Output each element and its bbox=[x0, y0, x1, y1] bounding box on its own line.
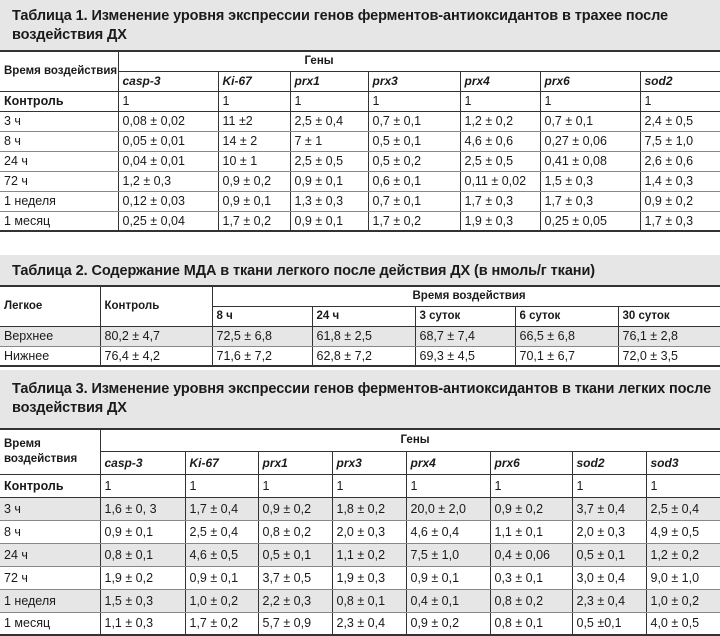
table1-cell: 0,7 ± 0,1 bbox=[368, 191, 460, 211]
table3-cell: 1,2 ± 0,2 bbox=[646, 543, 720, 566]
table1-cell: 0,9 ± 0,1 bbox=[290, 211, 368, 231]
table1-row-header: Время воздействия bbox=[0, 51, 118, 91]
table1-cell: 1,5 ± 0,3 bbox=[540, 171, 640, 191]
table3-cell: 1 bbox=[258, 474, 332, 497]
table1-cell: 0,9 ± 0,2 bbox=[640, 191, 720, 211]
table3-cell: 0,9 ± 0,1 bbox=[406, 566, 490, 589]
table1-cell: 0,41 ± 0,08 bbox=[540, 151, 640, 171]
table1-cell: 2,4 ± 0,5 bbox=[640, 111, 720, 131]
table1-cell: 0,04 ± 0,01 bbox=[118, 151, 218, 171]
table1-cell: 2,5 ± 0,4 bbox=[290, 111, 368, 131]
table1-cell: 1,2 ± 0,2 bbox=[460, 111, 540, 131]
table3-row bbox=[0, 474, 720, 497]
table3-cell: 1,1 ± 0,3 bbox=[100, 612, 185, 635]
table1-cell: 1,7 ± 0,2 bbox=[218, 211, 290, 231]
table3-row-label: 24 ч bbox=[0, 543, 100, 566]
table1-cell: 1 bbox=[460, 91, 540, 111]
table3-cell: 0,9 ± 0,1 bbox=[100, 520, 185, 543]
table1-col-header: Ki-67 bbox=[218, 71, 290, 91]
table2-cell: 72,0 ± 3,5 bbox=[618, 346, 720, 366]
table1-row-label: 72 ч bbox=[0, 171, 118, 191]
table2-row bbox=[0, 346, 720, 366]
table1-row bbox=[0, 211, 720, 231]
table2-col-header: 3 суток bbox=[415, 306, 515, 326]
table3-cell: 0,5 ± 0,1 bbox=[258, 543, 332, 566]
table1-cell: 1 bbox=[290, 91, 368, 111]
table3-col-header: casp-3 bbox=[100, 451, 185, 474]
table1-title-text: Таблица 1. Изменение уровня экспрессии генов ферментов-антиоксидантов в трахее после воздействия ДХ bbox=[12, 8, 669, 43]
table3-cell: 20,0 ± 2,0 bbox=[406, 497, 490, 520]
table3-row bbox=[0, 497, 720, 520]
table3-cell: 1 bbox=[572, 474, 646, 497]
table3-cell: 0,9 ± 0,1 bbox=[185, 566, 258, 589]
table1 bbox=[0, 50, 720, 232]
table1-cell: 1,9 ± 0,3 bbox=[460, 211, 540, 231]
table3-cell: 1,9 ± 0,3 bbox=[332, 566, 406, 589]
table1-row bbox=[0, 131, 720, 151]
table3-cell: 5,7 ± 0,9 bbox=[258, 612, 332, 635]
table3-row-label: 72 ч bbox=[0, 566, 100, 589]
table3-cell: 2,3 ± 0,4 bbox=[572, 589, 646, 612]
table2-col-header: 24 ч bbox=[312, 306, 415, 326]
table1-cell: 0,27 ± 0,06 bbox=[540, 131, 640, 151]
table1-cell: 1 bbox=[540, 91, 640, 111]
table2-cell: 61,8 ± 2,5 bbox=[312, 326, 415, 346]
table3-cell: 0,9 ± 0,2 bbox=[258, 497, 332, 520]
table3-cell: 0,4 ± 0,06 bbox=[490, 543, 572, 566]
table2-control-header: Контроль bbox=[100, 286, 212, 326]
table1-cell: 1,4 ± 0,3 bbox=[640, 171, 720, 191]
table3-cell: 0,3 ± 0,1 bbox=[490, 566, 572, 589]
table1-cell: 10 ± 1 bbox=[218, 151, 290, 171]
table3-cell: 0,9 ± 0,2 bbox=[406, 612, 490, 635]
table1-cell: 1,7 ± 0,2 bbox=[368, 211, 460, 231]
table1-col-header: sod2 bbox=[640, 71, 720, 91]
table3-cell: 1 bbox=[646, 474, 720, 497]
table3-cell: 1,8 ± 0,2 bbox=[332, 497, 406, 520]
table1-row-label: 1 месяц bbox=[0, 211, 118, 231]
table3-cell: 1,5 ± 0,3 bbox=[100, 589, 185, 612]
table3-column-headers bbox=[0, 451, 720, 474]
table1-cell: 1 bbox=[218, 91, 290, 111]
table1-cell: 2,6 ± 0,6 bbox=[640, 151, 720, 171]
table3-col-header: sod2 bbox=[572, 451, 646, 474]
table2-group-header: Время воздействия bbox=[212, 286, 720, 306]
table3-cell: 3,7 ± 0,4 bbox=[572, 497, 646, 520]
table1-cell: 7 ± 1 bbox=[290, 131, 368, 151]
table3-row-header-line2: воздействия bbox=[4, 452, 78, 465]
table3-cell: 2,2 ± 0,3 bbox=[258, 589, 332, 612]
table2-control-cell: 80,2 ± 4,7 bbox=[100, 326, 212, 346]
table3-cell: 1,1 ± 0,2 bbox=[332, 543, 406, 566]
table2-cell: 76,1 ± 2,8 bbox=[618, 326, 720, 346]
table3-cell: 1 bbox=[100, 474, 185, 497]
table2-row-label: Верхнее bbox=[0, 326, 100, 346]
table1-cell: 1,3 ± 0,3 bbox=[290, 191, 368, 211]
table1-row bbox=[0, 171, 720, 191]
table1-cell: 7,5 ± 1,0 bbox=[640, 131, 720, 151]
table3-cell: 1,6 ± 0, 3 bbox=[100, 497, 185, 520]
table3-cell: 4,9 ± 0,5 bbox=[646, 520, 720, 543]
table1-cell: 1 bbox=[368, 91, 460, 111]
table1-cell: 1,2 ± 0,3 bbox=[118, 171, 218, 191]
table1-cell: 1,7 ± 0,3 bbox=[460, 191, 540, 211]
table3-col-header: sod3 bbox=[646, 451, 720, 474]
table1-cell: 0,9 ± 0,2 bbox=[218, 171, 290, 191]
table3-cell: 1,7 ± 0,4 bbox=[185, 497, 258, 520]
table3-col-header: prx6 bbox=[490, 451, 572, 474]
table1-cell: 1 bbox=[118, 91, 218, 111]
table3-row-header bbox=[0, 429, 100, 474]
table1-col-header: prx6 bbox=[540, 71, 640, 91]
table3-row bbox=[0, 589, 720, 612]
table1-cell: 0,5 ± 0,2 bbox=[368, 151, 460, 171]
table3-cell: 0,8 ± 0,2 bbox=[258, 520, 332, 543]
table3-row-label: 3 ч bbox=[0, 497, 100, 520]
table2-cell: 72,5 ± 6,8 bbox=[212, 326, 312, 346]
table2-cell: 70,1 ± 6,7 bbox=[515, 346, 618, 366]
table1-row bbox=[0, 91, 720, 111]
table3-col-header: prx4 bbox=[406, 451, 490, 474]
table3-row bbox=[0, 612, 720, 635]
table1-cell: 0,7 ± 0,1 bbox=[540, 111, 640, 131]
table1-col-header: prx3 bbox=[368, 71, 460, 91]
table3-cell: 0,8 ± 0,1 bbox=[332, 589, 406, 612]
table3-cell: 2,5 ± 0,4 bbox=[185, 520, 258, 543]
table2-col-header: 6 суток bbox=[515, 306, 618, 326]
table1-cell: 4,6 ± 0,6 bbox=[460, 131, 540, 151]
table3-cell: 1,0 ± 0,2 bbox=[185, 589, 258, 612]
table1-cell: 0,9 ± 0,1 bbox=[218, 191, 290, 211]
table3-cell: 1,7 ± 0,2 bbox=[185, 612, 258, 635]
table3-cell: 1 bbox=[406, 474, 490, 497]
table2-row-header: Легкое bbox=[0, 286, 100, 326]
table3-row-label: 1 месяц bbox=[0, 612, 100, 635]
table1-cell: 2,5 ± 0,5 bbox=[460, 151, 540, 171]
table3-cell: 1 bbox=[332, 474, 406, 497]
table2-row bbox=[0, 326, 720, 346]
table1-cell: 0,11 ± 0,02 bbox=[460, 171, 540, 191]
table2-title-text: Таблица 2. Содержание МДА в ткани легкого после действия ДХ (в нмоль/г ткани) bbox=[12, 263, 595, 279]
table1-cell: 0,12 ± 0,03 bbox=[118, 191, 218, 211]
table1-cell: 11 ±2 bbox=[218, 111, 290, 131]
table3-col-header: prx3 bbox=[332, 451, 406, 474]
table2-col-header: 30 суток bbox=[618, 306, 720, 326]
table1-cell: 2,5 ± 0,5 bbox=[290, 151, 368, 171]
table3-cell: 7,5 ± 1,0 bbox=[406, 543, 490, 566]
table1-row-label: Контроль bbox=[0, 91, 118, 111]
table3-cell: 2,0 ± 0,3 bbox=[332, 520, 406, 543]
table1-cell: 0,25 ± 0,04 bbox=[118, 211, 218, 231]
table3-cell: 0,8 ± 0,2 bbox=[490, 589, 572, 612]
table3-cell: 4,6 ± 0,4 bbox=[406, 520, 490, 543]
table3-row-label: 8 ч bbox=[0, 520, 100, 543]
table1-cell: 14 ± 2 bbox=[218, 131, 290, 151]
table3-title bbox=[0, 370, 720, 428]
table2-cell: 71,6 ± 7,2 bbox=[212, 346, 312, 366]
table3-cell: 0,8 ± 0,1 bbox=[100, 543, 185, 566]
table3-row-label: 1 неделя bbox=[0, 589, 100, 612]
table3-cell: 1 bbox=[185, 474, 258, 497]
table3-cell: 4,0 ± 0,5 bbox=[646, 612, 720, 635]
table1-col-header: casp-3 bbox=[118, 71, 218, 91]
table3 bbox=[0, 428, 720, 636]
table3-row-header-line1: Время bbox=[4, 437, 41, 450]
table1-row-label: 3 ч bbox=[0, 111, 118, 131]
table2 bbox=[0, 285, 720, 367]
table3-cell: 0,5 ±0,1 bbox=[572, 612, 646, 635]
table1-cell: 0,5 ± 0,1 bbox=[368, 131, 460, 151]
table2-col-header: 8 ч bbox=[212, 306, 312, 326]
table3-col-header: Ki-67 bbox=[185, 451, 258, 474]
table3-cell: 0,8 ± 0,1 bbox=[490, 612, 572, 635]
table3-cell: 1,9 ± 0,2 bbox=[100, 566, 185, 589]
table2-title bbox=[0, 255, 720, 285]
table3-cell: 2,0 ± 0,3 bbox=[572, 520, 646, 543]
table3-cell: 1,1 ± 0,1 bbox=[490, 520, 572, 543]
table1-cell: 0,05 ± 0,01 bbox=[118, 131, 218, 151]
table3-col-header: prx1 bbox=[258, 451, 332, 474]
table1-cell: 0,08 ± 0,02 bbox=[118, 111, 218, 131]
table3-row-label: Контроль bbox=[0, 474, 100, 497]
table2-cell: 68,7 ± 7,4 bbox=[415, 326, 515, 346]
table3-row bbox=[0, 543, 720, 566]
table1-cell: 0,9 ± 0,1 bbox=[290, 171, 368, 191]
table1-col-header: prx4 bbox=[460, 71, 540, 91]
table1-row-label: 8 ч bbox=[0, 131, 118, 151]
table2-row-label: Нижнее bbox=[0, 346, 100, 366]
table1-cell: 1,7 ± 0,3 bbox=[540, 191, 640, 211]
table1-cell: 1 bbox=[640, 91, 720, 111]
table3-cell: 9,0 ± 1,0 bbox=[646, 566, 720, 589]
table1-cell: 1,7 ± 0,3 bbox=[640, 211, 720, 231]
table2-cell: 66,5 ± 6,8 bbox=[515, 326, 618, 346]
table3-cell: 2,3 ± 0,4 bbox=[332, 612, 406, 635]
table3-cell: 0,9 ± 0,2 bbox=[490, 497, 572, 520]
table1-cell: 0,7 ± 0,1 bbox=[368, 111, 460, 131]
table2-control-cell: 76,4 ± 4,2 bbox=[100, 346, 212, 366]
table3-cell: 4,6 ± 0,5 bbox=[185, 543, 258, 566]
table3-title-text: Таблица 3. Изменение уровня экспрессии генов ферментов-антиоксидантов в ткани легких после воздействия ДХ bbox=[12, 381, 712, 416]
table3-cell: 1 bbox=[490, 474, 572, 497]
table1-row bbox=[0, 151, 720, 171]
table1-title bbox=[0, 0, 720, 50]
table3-cell: 0,4 ± 0,1 bbox=[406, 589, 490, 612]
table1-group-header: Гены bbox=[118, 51, 720, 71]
table3-cell: 2,5 ± 0,4 bbox=[646, 497, 720, 520]
table1-row bbox=[0, 111, 720, 131]
table3-row bbox=[0, 520, 720, 543]
table3-group-header: Гены bbox=[100, 429, 720, 451]
table1-col-header: prx1 bbox=[290, 71, 368, 91]
table2-cell: 62,8 ± 7,2 bbox=[312, 346, 415, 366]
table2-cell: 69,3 ± 4,5 bbox=[415, 346, 515, 366]
table3-cell: 0,5 ± 0,1 bbox=[572, 543, 646, 566]
table1-row-label: 1 неделя bbox=[0, 191, 118, 211]
table3-cell: 1,0 ± 0,2 bbox=[646, 589, 720, 612]
table1-cell: 0,6 ± 0,1 bbox=[368, 171, 460, 191]
table1-cell: 0,25 ± 0,05 bbox=[540, 211, 640, 231]
table3-row bbox=[0, 566, 720, 589]
table3-cell: 3,0 ± 0,4 bbox=[572, 566, 646, 589]
table3-cell: 3,7 ± 0,5 bbox=[258, 566, 332, 589]
table1-row-label: 24 ч bbox=[0, 151, 118, 171]
table1-row bbox=[0, 191, 720, 211]
